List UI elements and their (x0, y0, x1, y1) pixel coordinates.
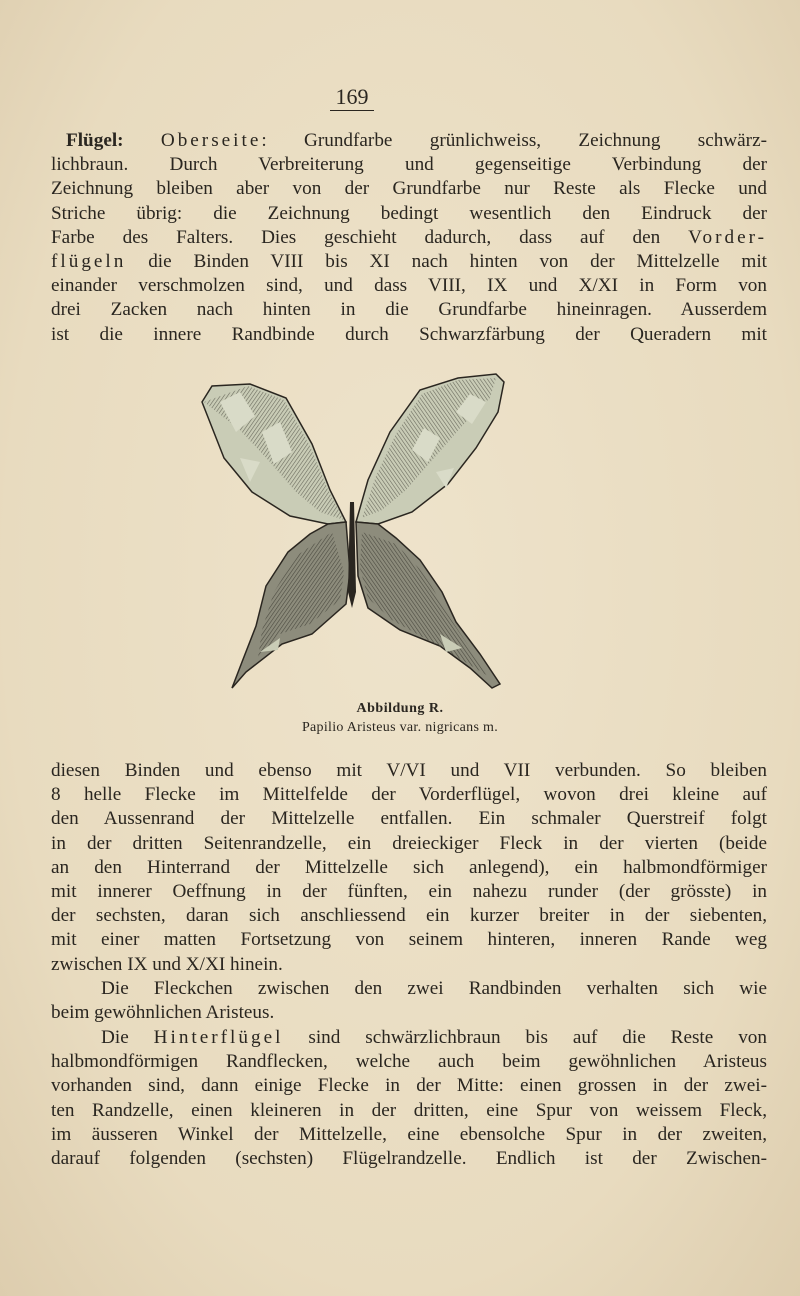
text-line: an den Hinterrand der Mittelzelle sich anlegend), ein halbmondförmiger (51, 856, 767, 878)
page-number: 169 (330, 86, 374, 111)
text-line: flügeln die Binden VIII bis XI nach hinten von der Mittelzelle mit (51, 251, 767, 273)
figure-label: Abbildung R. (356, 701, 444, 716)
paragraph-4 (51, 1026, 767, 1171)
text-line: Zeichnung bleiben aber von der Grundfarbe nur Reste als Flecke und (51, 178, 767, 200)
term-fluegel: Flügel: (66, 130, 161, 151)
text-line: mit einer matten Fortsetzung von seinem hinteren, inneren Rande weg (51, 929, 767, 951)
paragraph-1 (51, 129, 767, 347)
term-hinterfluegel: Hinterflügel (153, 1027, 284, 1048)
figure-caption: Papilio Aristeus var. nigricans m. (301, 720, 499, 735)
text-line: einander verschmolzen sind, und dass VIII, IX und X/XI in Form von (51, 275, 767, 297)
text-line: drei Zacken nach hinten in die Grundfarbe hineinragen. Ausserdem (51, 299, 767, 321)
text-line: Flügel: Oberseite: Grundfarbe grünlichweiss, Zeichnung schwärz- (66, 130, 767, 151)
text-line: der sechsten, daran sich anschliessend ein kurzer breiter in der siebenten, (51, 905, 767, 927)
text-line: den Aussenrand der Mittelzelle entfallen. Ein schmaler Querstreif folgt (51, 808, 767, 830)
text-line: mit innerer Oeffnung in der fünften, ein nahezu runder (der grösste) in (51, 881, 767, 903)
text-line: ist die innere Randbinde durch Schwarzfärbung der Queradern mit (51, 323, 767, 345)
butterfly-drawing (200, 372, 506, 690)
text-line: 8 helle Flecke im Mittelfelde der Vorderflügel, wovon drei kleine auf (51, 784, 767, 806)
text-line: ten Randzelle, einen kleineren in der dritten, eine Spur von weissem Fleck, (51, 1099, 767, 1121)
text-line: Farbe des Falters. Dies geschieht dadurch, dass auf den Vorder- (51, 226, 767, 248)
term-fluegeln: flügeln (51, 251, 127, 273)
term-vorder: Vorder- (688, 226, 767, 248)
paragraph-3 (51, 977, 767, 1025)
text-line: Die Fleckchen zwischen den zwei Randbinden verhalten sich wie (101, 978, 767, 999)
text-line: Die Hinterflügel sind schwärzlichbraun bis auf die Reste von (101, 1027, 767, 1048)
text-line: lichbraun. Durch Verbreiterung und gegenseitige Verbindung der (51, 154, 767, 176)
text-line: im äusseren Winkel der Mittelzelle, eine ebensolche Spur in der zweiten, (51, 1123, 767, 1145)
text-line: beim gewöhnlichen Aristeus. (51, 1002, 275, 1024)
text-line: darauf folgenden (sechsten) Flügelrandzelle. Endlich ist der Zwischen- (51, 1148, 767, 1170)
text-line: vorhanden sind, dann einige Flecke in der Mitte: einen grossen in der zwei- (51, 1075, 767, 1097)
butterfly-body (348, 502, 356, 608)
text-line: Striche übrig: die Zeichnung bedingt wesentlich den Eindruck der (51, 202, 767, 224)
butterfly-illustration (200, 372, 506, 690)
term-oberseite: Oberseite (160, 130, 262, 151)
text-line: in der dritten Seitenrandzelle, ein dreieckiger Fleck in der vierten (beide (51, 832, 767, 854)
paragraph-2 (51, 759, 767, 977)
text-line: zwischen IX und X/XI hinein. (51, 953, 283, 975)
text-line: halbmondförmigen Randflecken, welche auch beim gewöhnlichen Aristeus (51, 1051, 767, 1073)
text-line: diesen Binden und ebenso mit V/VI und VII verbunden. So bleiben (51, 760, 767, 781)
